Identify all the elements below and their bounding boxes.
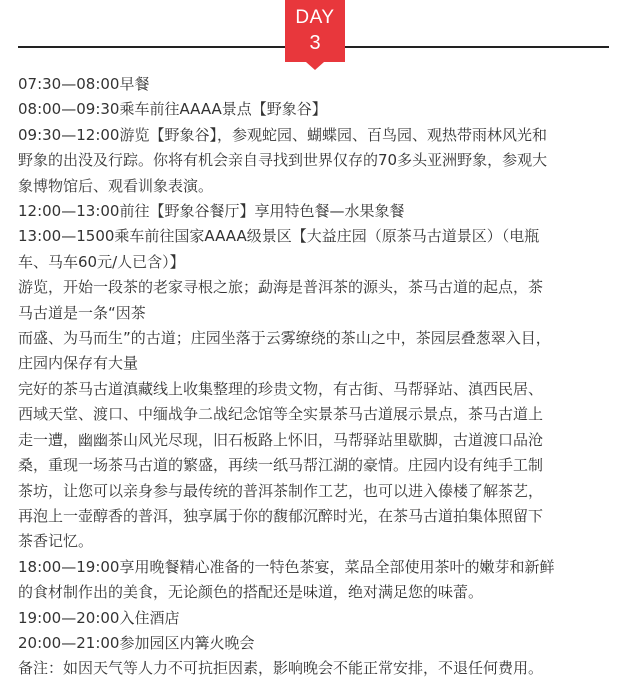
itinerary-dinner: 18:00—19:00享用晚餐精心准备的一特色茶宴，菜品全部使用茶叶的嫩芽和新鲜 的食材制作出的美食，无论颜色的搭配还是味道，绝对满足您的味蕾。 xyxy=(18,557,555,602)
itinerary-tea-horse-road-tour: 游览，开始一段茶的老家寻根之旅；勐海是普洱茶的源头，茶马古道的起点，茶 马古道是一条“因茶 而盛、为马而生”的古道；庄园坐落于云雾缭绕的茶山之中，茶园层叠葱翠入目， 庄园内保存有大量 完好的茶马古道滇藏线上收集整理的珍贵文物，有古街、马帮驿站、滇西民居、 西域天堂、渡口、中缅战争二战纪念馆等全实景茶马古道展示景点，茶马古道上 走一遭，幽幽茶山风光尽现，旧石板路上怀旧，马帮驿站里歇脚，古道渡口品沧 桑，重现一场茶马古道的繁盛，再续一纸马帮江湖的豪情。庄园内设有纯手工制 茶坊，让您可以亲身参与最传统的普洱茶制作工艺，也可以进入傣楼了解茶艺， 再泡上一壶醇香的普洱，独享属于你的馥郁沉醉时光，在茶马古道拍集体照留下 茶香记忆。 xyxy=(18,278,551,551)
itinerary-hotel-checkin: 19:00—20:00入住酒店 xyxy=(18,608,180,627)
itinerary xyxy=(18,72,614,682)
itinerary-bonfire-party: 20:00—21:00参加园区内篝火晚会 xyxy=(18,633,255,652)
itinerary-breakfast: 07:30—08:00早餐 xyxy=(18,75,150,93)
itinerary-transfer-wild-elephant-valley: 08:00—09:30乘车前往AAAA景点【野象谷】 xyxy=(18,100,327,119)
itinerary-lunch: 12:00—13:00前往【野象谷餐厅】享用特色餐—水果象餐 xyxy=(18,202,405,221)
day-label: DAY xyxy=(295,7,335,28)
itinerary-tour-wild-elephant-valley: 09:30—12:00游览【野象谷】，参观蛇园、蝴蝶园、百鸟园、观热带雨林风光和 野象的出没及行踪。你将有机会亲自寻找到世界仅存的70多头亚洲野象，参观大 象博物馆后、观看训象表演。 xyxy=(18,125,548,195)
day-badge-pointer xyxy=(306,62,324,70)
itinerary-transfer-dayi-manor: 13:00—1500乘车前往国家AAAA级景区【大益庄园（原茶马古道景区）（电瓶 车、马车60元/人已含）】 xyxy=(18,227,540,271)
itinerary-remark: 备注：如因天气等人力不可抗拒因素，影响晚会不能正常安排，不退任何费用。 xyxy=(18,659,544,678)
day-badge xyxy=(285,0,345,62)
day-number: 3 xyxy=(309,32,321,54)
day-header xyxy=(0,0,628,62)
